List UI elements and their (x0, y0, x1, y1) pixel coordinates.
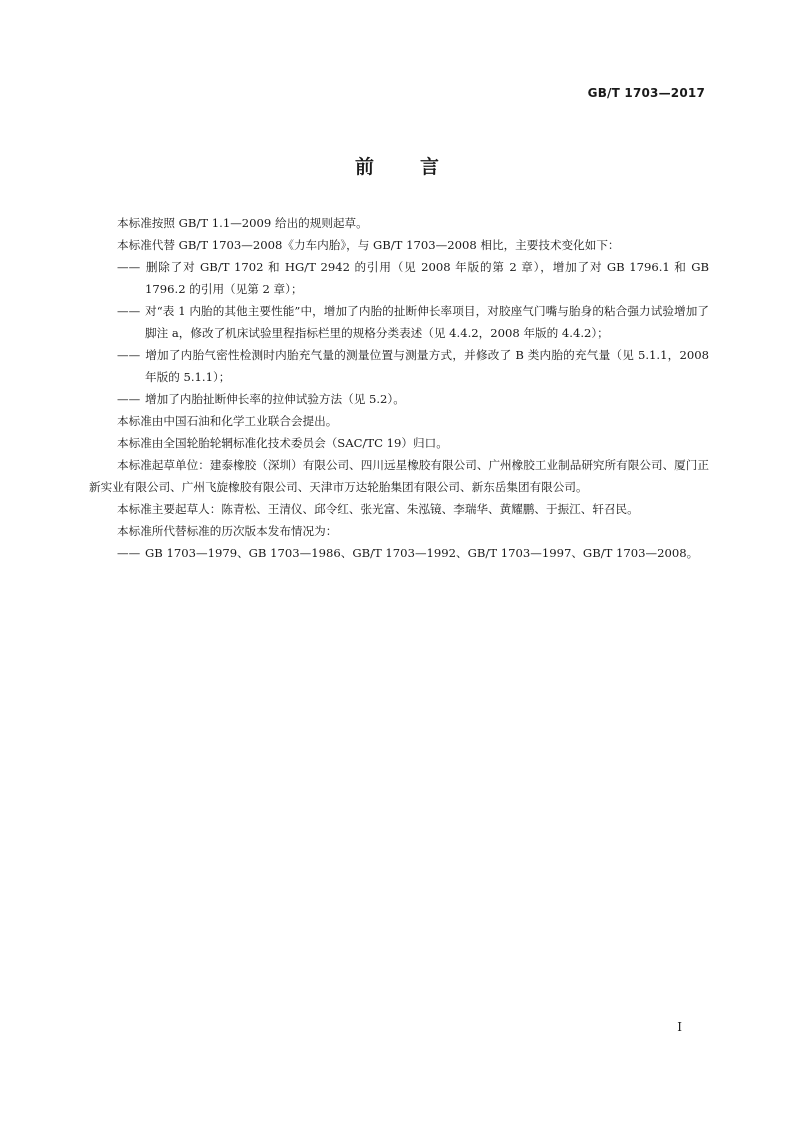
paragraph-proposed-by: 本标准由中国石油和化学工业联合会提出。 (117, 414, 338, 428)
change-item (89, 300, 709, 344)
history-item (89, 542, 709, 564)
paragraph-drafting-rules: 本标准按照 GB/T 1.1—2009 给出的规则起草。 (117, 216, 368, 230)
title-char-2: 言 (420, 156, 440, 178)
history-text: GB 1703—1979、GB 1703—1986、GB/T 1703—1992、GB/T 1703—1997、GB/T 1703—2008。 (145, 546, 699, 560)
page-number: I (677, 1020, 682, 1034)
paragraph-drafters: 本标准主要起草人：陈青松、王清仪、邱令红、张光富、朱泓镜、李瑞华、黄耀鹏、于振江、轩召民。 (117, 502, 639, 516)
dash-mark: —— (117, 260, 141, 274)
foreword-body (89, 212, 709, 564)
change-text: 增加了内胎气密性检测时内胎充气量的测量位置与测量方式，并修改了 B 类内胎的充气量（见 5.1.1，2008 年版的 5.1.1）； (145, 348, 709, 384)
page-title (0, 152, 794, 179)
title-char-1: 前 (354, 156, 374, 178)
dash-mark: —— (117, 348, 141, 362)
change-text: 增加了内胎扯断伸长率的拉伸试验方法（见 5.2）。 (145, 392, 405, 406)
paragraph-replacement: 本标准代替 GB/T 1703—2008《力车内胎》，与 GB/T 1703—2008 相比，主要技术变化如下： (117, 238, 620, 252)
paragraph-history-intro: 本标准所代替标准的历次版本发布情况为： (117, 524, 338, 538)
change-item (89, 388, 709, 410)
dash-mark: —— (117, 546, 141, 560)
change-item (89, 344, 709, 388)
paragraph-managed-by: 本标准由全国轮胎轮辋标准化技术委员会（SAC/TC 19）归口。 (117, 436, 448, 450)
standard-code-header: GB/T 1703—2017 (587, 86, 705, 100)
change-text: 对“表 1 内胎的其他主要性能”中，增加了内胎的扯断伸长率项目，对胶座气门嘴与胎身的粘合强力试验增加了脚注 a，修改了机床试验里程指标栏里的规格分类表述（见 4.4.2，2008 年版的 4.4.2）； (145, 304, 709, 340)
dash-mark: —— (117, 304, 141, 318)
change-item (89, 256, 709, 300)
paragraph-drafting-units: 本标准起草单位：建泰橡胶（深圳）有限公司、四川远星橡胶有限公司、广州橡胶工业制品研究所有限公司、厦门正新实业有限公司、广州飞旋橡胶有限公司、天津市万达轮胎集团有限公司、新东岳集团有限公司。 (89, 458, 709, 494)
dash-mark: —— (117, 392, 141, 406)
change-text: 删除了对 GB/T 1702 和 HG/T 2942 的引用（见 2008 年版的第 2 章），增加了对 GB 1796.1 和 GB 1796.2 的引用（见第 2 章）； (145, 260, 709, 296)
